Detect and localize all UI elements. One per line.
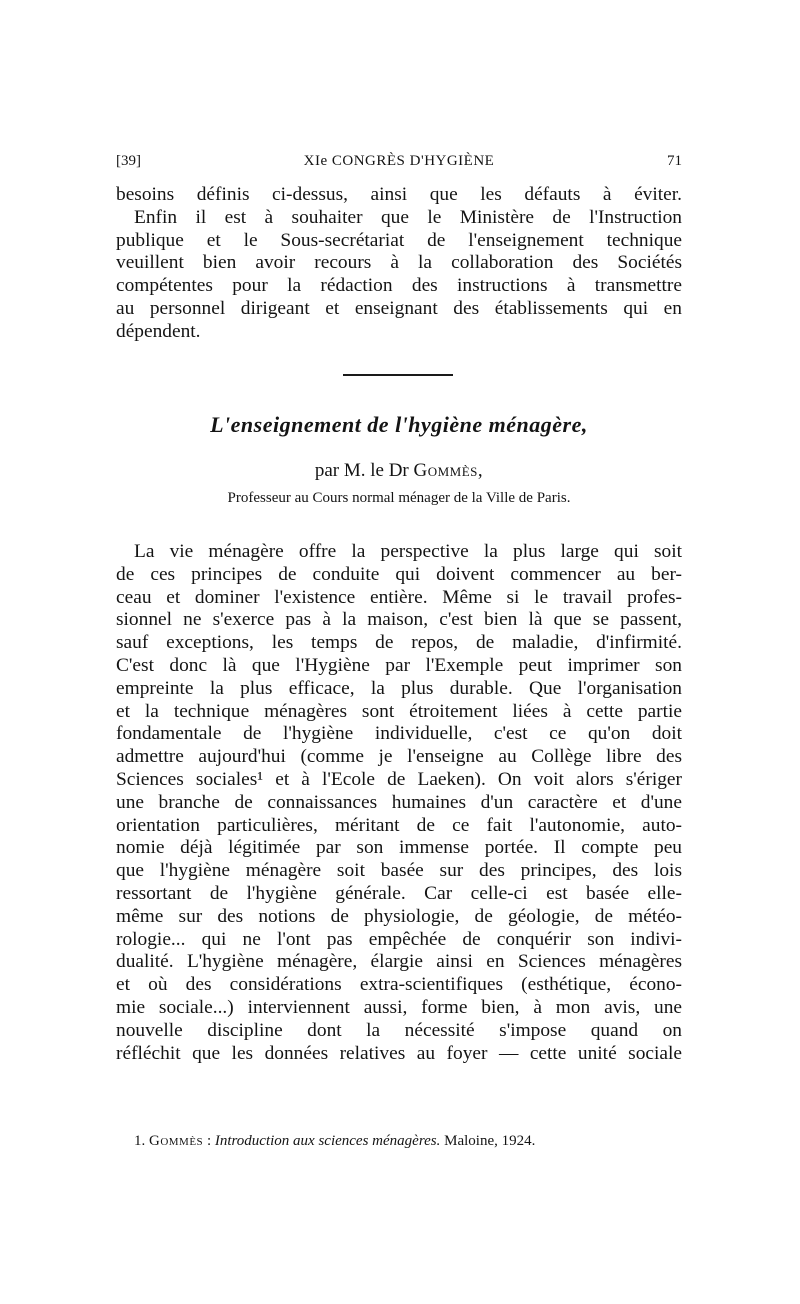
text-line: admettre aujourd'hui (comme je l'enseigne au Collège libre des bbox=[116, 746, 682, 768]
article-title: L'enseignement de l'hygiène ménagère, bbox=[210, 412, 588, 437]
text-line: Sciences sociales¹ et à l'Ecole de Laeken). On voit alors s'ériger bbox=[116, 768, 682, 790]
text-line: Enfin il est à souhaiter que le Ministère de l'Instruction bbox=[134, 206, 682, 228]
text-line: sionnel ne s'exerce pas à la maison, c'est bien là que se passent, bbox=[116, 609, 682, 631]
text-line: empreinte la plus efficace, la plus durable. Que l'organisation bbox=[116, 677, 682, 699]
text-line: sauf exceptions, les temps de repos, de maladie, d'infirmité. bbox=[116, 632, 682, 654]
header-bracket-number: [39] bbox=[116, 153, 141, 169]
section-divider bbox=[343, 374, 453, 376]
text-line: réfléchit que les données relatives au foyer — cette unité sociale bbox=[116, 1042, 682, 1064]
text-line: de ces principes de conduite qui doivent commencer au ber- bbox=[116, 563, 682, 585]
article-byline bbox=[116, 460, 682, 482]
page-number: 71 bbox=[667, 153, 682, 169]
text-line: ceau et dominer l'existence entière. Même si le travail profes- bbox=[116, 586, 682, 608]
author-affiliation: Professeur au Cours normal ménager de la Ville de Paris. bbox=[227, 490, 571, 506]
footnote-work-title: Introduction aux sciences ménagères. bbox=[214, 1133, 441, 1149]
footnote-publisher: Maloine, 1924. bbox=[440, 1133, 536, 1149]
footnote-separator: : bbox=[203, 1133, 215, 1149]
text-line: mie sociale...) interviennent aussi, forme bien, à mon avis, une bbox=[116, 996, 682, 1018]
text-line: même sur des notions de physiologie, de géologie, de météo- bbox=[116, 905, 682, 927]
intro-paragraph bbox=[116, 184, 682, 344]
text-line: et la technique ménagères sont étroitement liées à cette partie bbox=[116, 700, 682, 722]
text-line: fondamentale de l'hygiène individuelle, c'est ce qu'on doit bbox=[116, 723, 682, 745]
text-line: publique et le Sous-secrétariat de l'enseignement technique bbox=[116, 229, 682, 251]
author-name: Gommès, bbox=[413, 460, 484, 481]
text-line: orientation particulières, méritant de ce fait l'autonomie, auto- bbox=[116, 814, 682, 836]
text-line: nomie déjà légitimée par son immense portée. Il compte peu bbox=[116, 837, 682, 859]
text-line: C'est donc là que l'Hygiène par l'Exemple peut imprimer son bbox=[116, 654, 682, 676]
text-line: et où des considérations extra-scientifiques (esthétique, écono- bbox=[116, 974, 682, 996]
footnote-number: 1. bbox=[134, 1133, 146, 1149]
text-line: rologie... qui ne l'ont pas empêchée de conquérir son indivi- bbox=[116, 928, 682, 950]
footnote bbox=[134, 1133, 694, 1150]
text-line: veuillent bien avoir recours à la collaboration des Sociétés bbox=[116, 252, 682, 274]
text-line: ressortant de l'hygiène générale. Car celle-ci est basée elle- bbox=[116, 882, 682, 904]
text-line: nouvelle discipline dont la nécessité s'impose quand on bbox=[116, 1019, 682, 1041]
text-line: La vie ménagère offre la perspective la plus large qui soit bbox=[134, 541, 682, 562]
byline-prefix: par M. le Dr bbox=[314, 460, 414, 481]
footnote-author: Gommès bbox=[149, 1133, 204, 1149]
text-line: au personnel dirigeant et enseignant des établissements qui en bbox=[116, 297, 682, 319]
text-line: une branche de connaissances humaines d'un caractère et d'une bbox=[116, 791, 682, 813]
text-line: dualité. L'hygiène ménagère, élargie ainsi en Sciences ménagères bbox=[116, 951, 682, 973]
body-paragraph bbox=[116, 541, 682, 1065]
text-line: compétentes pour la rédaction des instructions à transmettre bbox=[116, 275, 682, 297]
text-line: dépendent. bbox=[116, 320, 201, 342]
text-line: que l'hygiène ménagère soit basée sur des principes, des lois bbox=[116, 860, 682, 882]
text-line: besoins définis ci-dessus, ainsi que les défauts à éviter. bbox=[116, 184, 682, 205]
header-title: XIe CONGRÈS D'HYGIÈNE bbox=[303, 153, 495, 169]
